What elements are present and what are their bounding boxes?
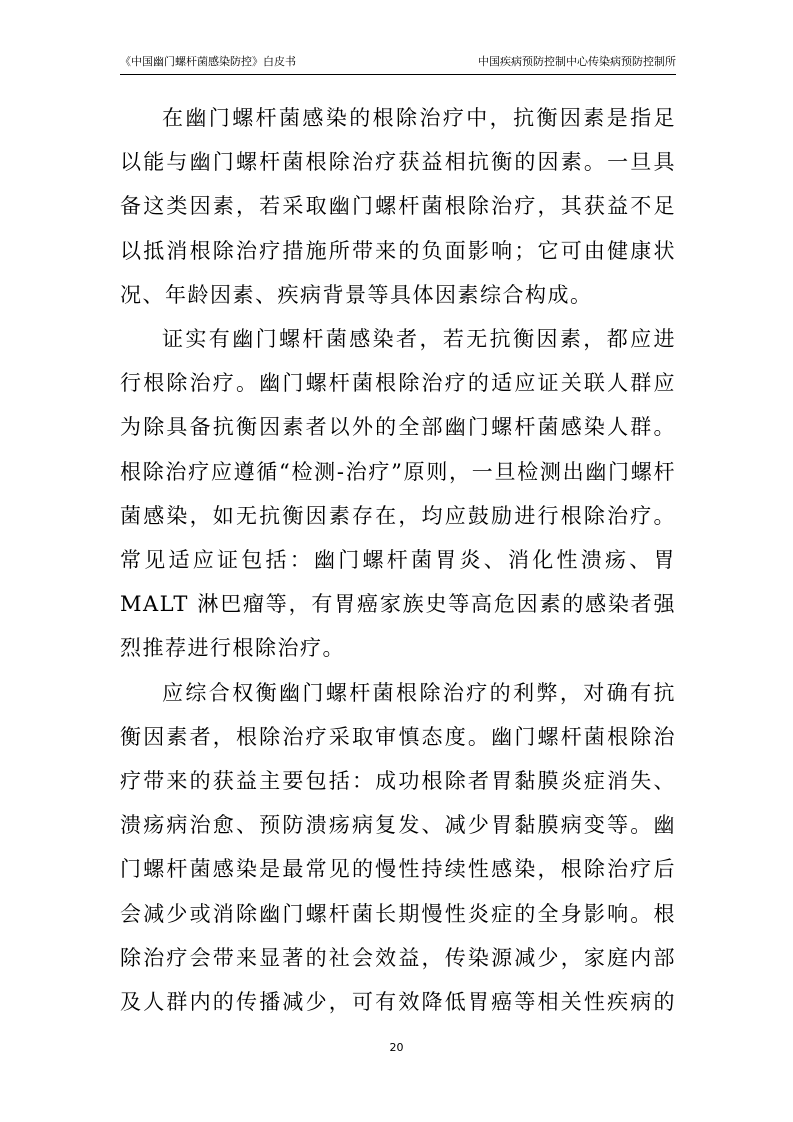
header-organization: 中国疾病预防控制中心传染病预防控制所 [478, 55, 676, 68]
page-number: 20 [389, 1041, 404, 1054]
page-header [120, 52, 676, 72]
header-document-title: 《中国幽门螺杆菌感染防控》白皮书 [120, 55, 296, 68]
body-text [120, 96, 676, 1016]
paragraph-indications: 证实有幽门螺杆菌感染者，若无抗衡因素，都应进行根除治疗。幽门螺杆菌根除治疗的适应证关联人群应为除具备抗衡因素者以外的全部幽门螺杆菌感染人群。根除治疗应遵循“检测-治疗”原则，一旦检测出幽门螺杆菌感染，如无抗衡因素存在，均应鼓励进行根除治疗。常见适应证包括：幽门螺杆菌胃炎、消化性溃疡、胃 MALT 淋巴瘤等，有胃癌家族史等高危因素的感染者强烈推荐进行根除治疗。 [120, 327, 676, 661]
header-divider [120, 74, 676, 75]
paragraph-antagonistic-factors: 在幽门螺杆菌感染的根除治疗中，抗衡因素是指足以能与幽门螺杆菌根除治疗获益相抗衡的因素。一旦具备这类因素，若采取幽门螺杆菌根除治疗，其获益不足以抵消根除治疗措施所带来的负面影响；它可由健康状况、年龄因素、疾病背景等具体因素综合构成。 [120, 106, 676, 307]
paragraph-benefits: 应综合权衡幽门螺杆菌根除治疗的利弊，对确有抗衡因素者，根除治疗采取审慎态度。幽门螺杆菌根除治疗带来的获益主要包括：成功根除者胃黏膜炎症消失、溃疡病治愈、预防溃疡病复发、减少胃黏膜病变等。幽门螺杆菌感染是最常见的慢性持续性感染，根除治疗后会减少或消除幽门螺杆菌长期慢性炎症的全身影响。根除治疗会带来显著的社会效益，传染源减少，家庭内部及人群内的传播减少，可有效降低胃癌等相关性疾病的 [120, 680, 676, 1015]
